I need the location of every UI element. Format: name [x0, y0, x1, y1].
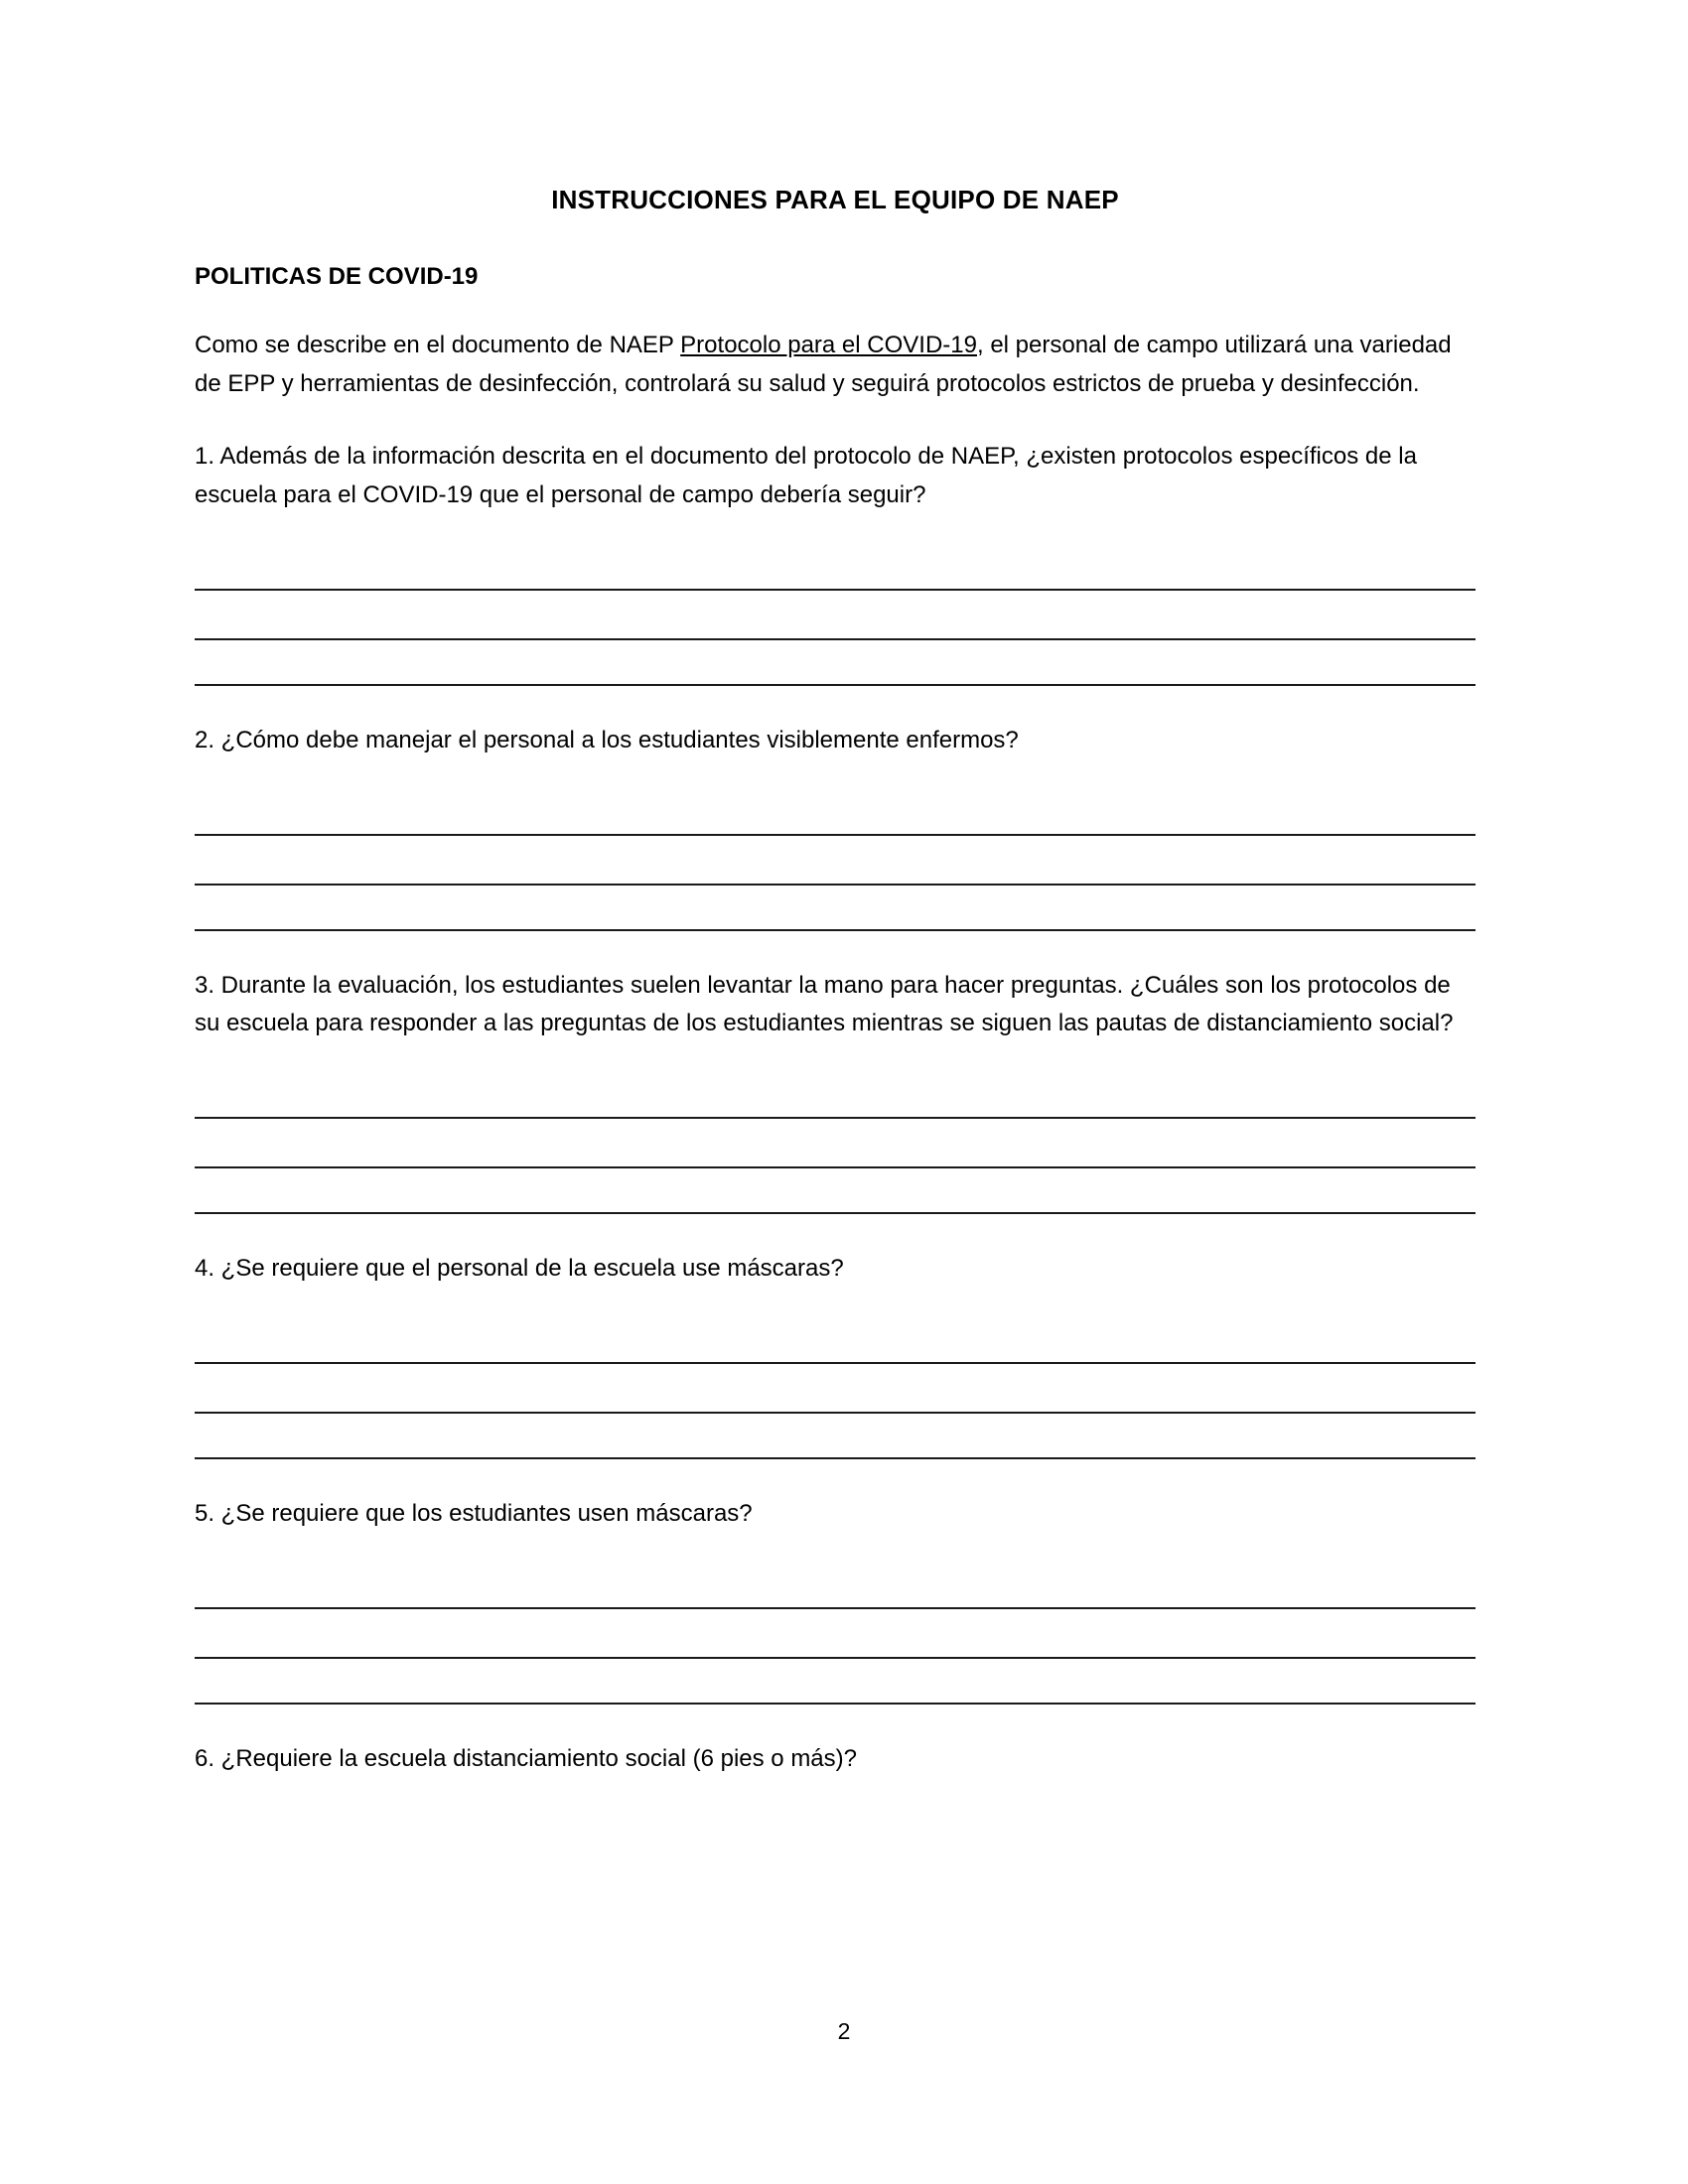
answer-lines-question-4 [195, 1314, 1476, 1459]
answer-line[interactable] [195, 1069, 1476, 1119]
answer-line[interactable] [195, 1560, 1476, 1609]
answer-line[interactable] [195, 886, 1476, 931]
answer-line[interactable] [195, 836, 1476, 886]
answer-line[interactable] [195, 1659, 1476, 1705]
answer-line[interactable] [195, 541, 1476, 591]
answer-line[interactable] [195, 1609, 1476, 1659]
answer-line[interactable] [195, 591, 1476, 640]
answer-line[interactable] [195, 1364, 1476, 1414]
question-1: 1. Además de la información descrita en el documento del protocolo de NAEP, ¿existen protocolos específicos de la escuela para el COVID-19 que el personal de campo debería seguir? [195, 442, 1417, 508]
document-body [195, 184, 1476, 1805]
protocol-document-reference: Protocolo para el COVID-19 [680, 332, 977, 359]
answer-line[interactable] [195, 1414, 1476, 1459]
intro-text-after-link: , el personal de campo utilizará una variedad de EPP y herramientas de desinfección, controlará su salud y seguirá protocolos estrictos de prueba y desinfección. [195, 332, 1452, 398]
answer-line[interactable] [195, 786, 1476, 836]
answer-line[interactable] [195, 1314, 1476, 1364]
intro-text-before-link: Como se describe en el documento de NAEP [195, 332, 681, 359]
question-6: 6. ¿Requiere la escuela distanciamiento social (6 pies o más)? [195, 1745, 857, 1773]
question-5: 5. ¿Se requiere que los estudiantes usen máscaras? [195, 1500, 753, 1528]
question-4: 4. ¿Se requiere que el personal de la escuela use máscaras? [195, 1255, 844, 1283]
answer-line[interactable] [195, 1168, 1476, 1214]
question-3: 3. Durante la evaluación, los estudiantes suelen levantar la mano para hacer preguntas. ¿Cuáles son los protocolos de su escuela para responder a las preguntas de los estudiantes mientras se siguen las pautas de distanciamiento social? [195, 971, 1454, 1037]
intro-paragraph [195, 327, 1476, 404]
answer-line[interactable] [195, 1119, 1476, 1168]
answer-line[interactable] [195, 640, 1476, 686]
answer-lines-question-2 [195, 786, 1476, 931]
section-heading-covid-policies: POLITICAS DE COVID-19 [195, 262, 479, 290]
page-title: INSTRUCCIONES PARA EL EQUIPO DE NAEP [551, 185, 1119, 214]
page-number: 2 [837, 2018, 851, 2044]
answer-lines-question-1 [195, 541, 1476, 686]
question-2: 2. ¿Cómo debe manejar el personal a los estudiantes visiblemente enfermos? [195, 726, 1019, 753]
answer-lines-question-3 [195, 1069, 1476, 1214]
answer-lines-question-5 [195, 1560, 1476, 1705]
